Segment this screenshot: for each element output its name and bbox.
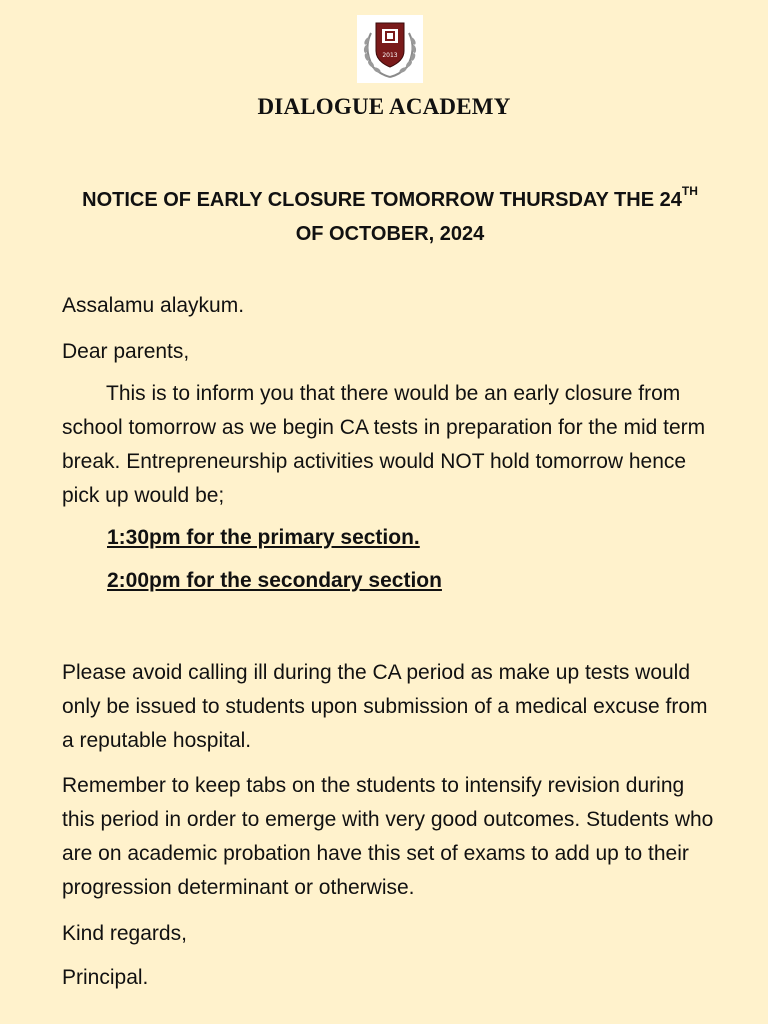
paragraph-medical-excuse: Please avoid calling ill during the CA period as make up tests would only be issued to students upon submission of a medical excuse from a reputable hospital. (62, 661, 708, 752)
pickup-time-primary: 1:30pm for the primary section. (107, 526, 420, 549)
greeting: Assalamu alaykum. (62, 294, 245, 317)
notice-title-superscript: TH (681, 184, 698, 199)
notice-title (40, 183, 740, 251)
school-logo (357, 15, 423, 83)
logo-year: 2013 (382, 52, 398, 59)
closing: Kind regards, (62, 922, 187, 945)
paragraph-early-closure: This is to inform you that there would be an early closure from school tomorrow as we begin CA tests in preparation for the mid term break. Entrepreneurship activities would NOT hold tomorrow hence pick up would be; (62, 382, 706, 507)
notice-title-main: NOTICE OF EARLY CLOSURE TOMORROW THURSDAY THE 24 (82, 189, 682, 211)
school-name: DIALOGUE ACADEMY (257, 94, 511, 119)
salutation: Dear parents, (62, 340, 190, 363)
pickup-time-secondary: 2:00pm for the secondary section (107, 569, 442, 592)
signature: Principal. (62, 966, 149, 989)
notice-title-date: OF OCTOBER, 2024 (295, 223, 485, 245)
paragraph-revision: Remember to keep tabs on the students to intensify revision during this period in order to emerge with very good outcomes. Students who are on academic probation have this set of exams to add up to their progression determinant or otherwise. (62, 774, 714, 899)
